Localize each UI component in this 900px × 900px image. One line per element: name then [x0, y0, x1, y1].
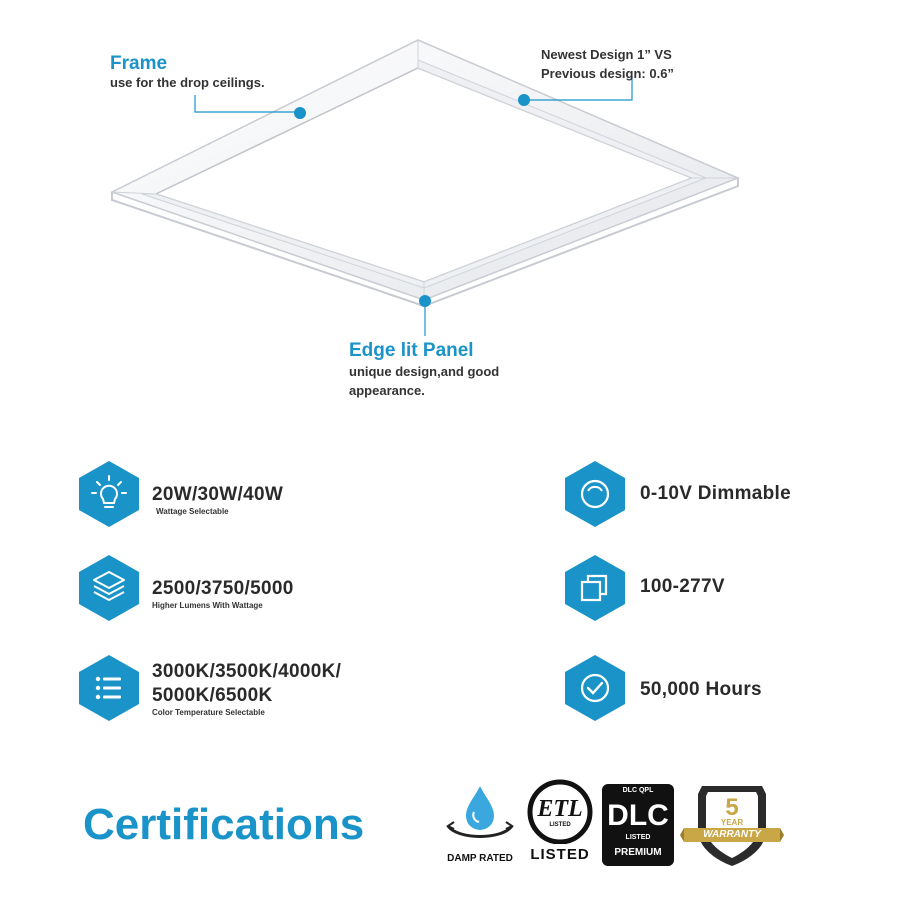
dimmer-icon: [564, 460, 626, 528]
edge-callout-title: Edge lit Panel: [349, 340, 474, 361]
lumens-value: 2500/3750/5000: [152, 578, 294, 599]
dlc-mark: DLC: [607, 799, 669, 832]
dimmable-value: 0-10V Dimmable: [640, 483, 791, 504]
feature-color-temp: [78, 654, 438, 726]
edge-callout-line1: unique design,and good: [349, 364, 500, 379]
dlc-badge: [602, 784, 674, 866]
edge-callout: [349, 340, 499, 400]
feature-voltage: [564, 554, 864, 624]
frame-callout: [110, 53, 265, 92]
dlc-premium-label: PREMIUM: [614, 847, 662, 858]
design-callout-line2: Previous design: 0.6”: [541, 66, 674, 81]
design-callout-line1: Newest Design 1” VS: [541, 47, 672, 62]
etl-small-listed: LISTED: [549, 822, 571, 828]
wattage-caption: Wattage Selectable: [156, 507, 229, 516]
lumens-caption: Higher Lumens With Wattage: [152, 601, 263, 610]
voltage-value: 100-277V: [640, 576, 725, 597]
warranty-badge: [680, 782, 784, 868]
feature-dimmable: [564, 460, 864, 530]
damp-rated-label: DAMP RATED: [447, 853, 513, 864]
color-temp-caption: Color Temperature Selectable: [152, 708, 265, 717]
edge-callout-line2: appearance.: [349, 383, 425, 398]
feature-wattage: [78, 460, 408, 530]
hours-value: 50,000 Hours: [640, 679, 762, 700]
dlc-qpl-label: DLC QPL: [622, 787, 654, 794]
layers-icon: [78, 554, 140, 622]
warranty-year: YEAR: [720, 818, 744, 827]
color-temp-line1: 3000K/3500K/4000K/: [152, 661, 342, 682]
wattage-value: 20W/30W/40W: [152, 484, 284, 505]
feature-lumens: [78, 554, 408, 624]
frame-callout-subtitle: use for the drop ceilings.: [110, 75, 265, 90]
water-drop-icon: [440, 782, 520, 844]
etl-badge: [524, 778, 596, 866]
warranty-label: WARRANTY: [703, 829, 761, 840]
feature-hours: [564, 654, 864, 724]
frame-callout-title: Frame: [110, 53, 168, 74]
bulb-icon: [78, 460, 140, 528]
warranty-number: 5: [725, 794, 739, 821]
dlc-listed-label: LISTED: [625, 834, 651, 841]
design-callout: [541, 45, 674, 83]
etl-listed-label: LISTED: [530, 846, 590, 863]
voltage-icon: [564, 554, 626, 622]
list-icon: [78, 654, 140, 722]
etl-mark: ETL: [537, 796, 583, 822]
damp-rated-badge: [440, 782, 520, 864]
check-icon: [564, 654, 626, 722]
certifications-title: Certifications: [83, 800, 365, 849]
color-temp-line2: 5000K/6500K: [152, 685, 273, 706]
